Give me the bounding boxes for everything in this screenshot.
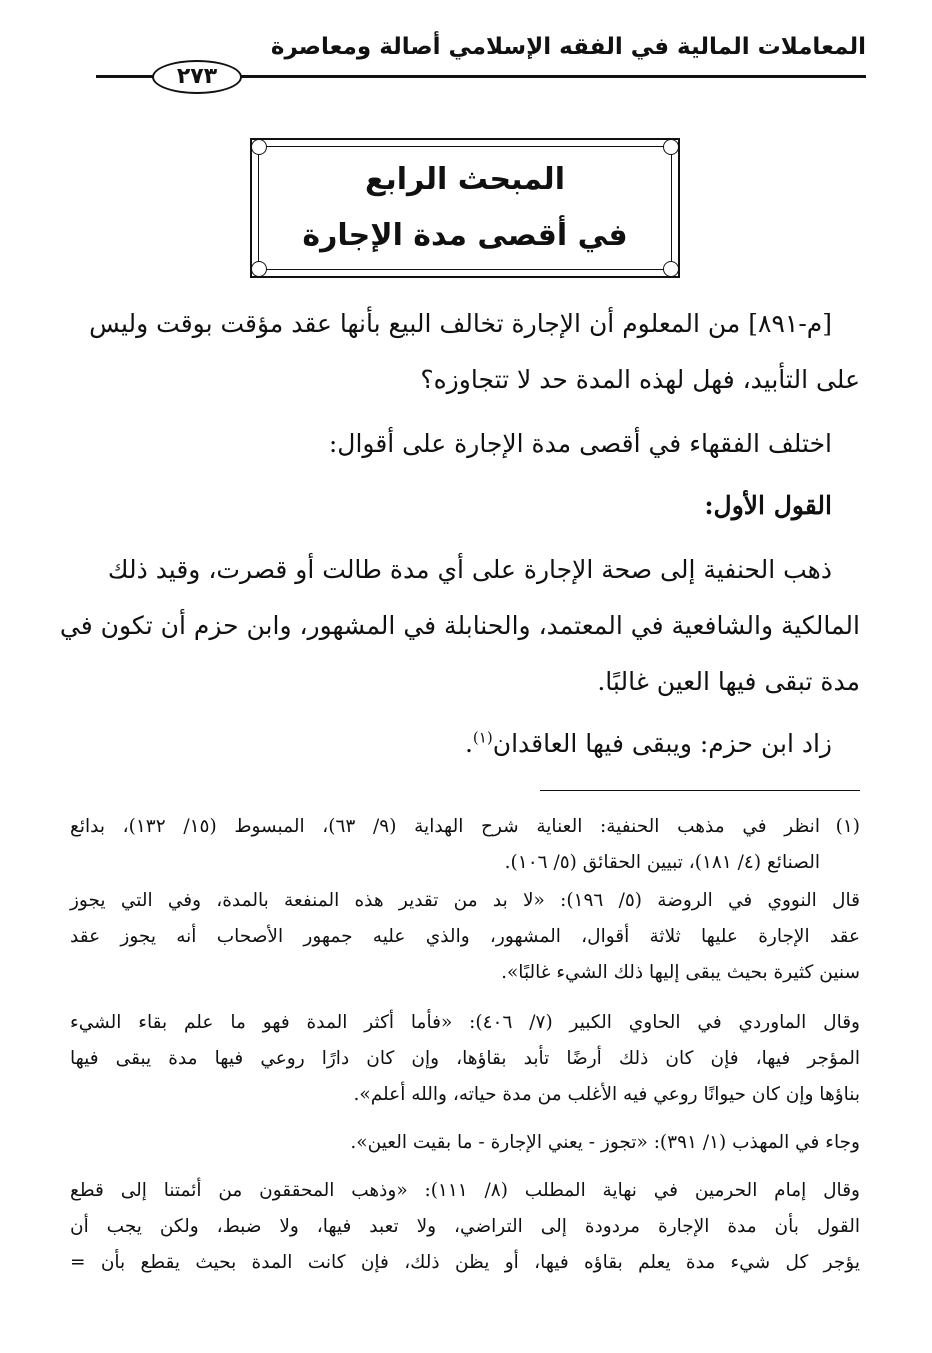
footnote-line: انظر في مذهب الحنفية: العناية شرح الهداية (٩/ ٦٣)، المبسوط (١٥/ ١٣٢)، بدائع <box>70 816 820 837</box>
footnote-line: سنين كثيرة بحيث يبقى إليها ذلك الشيء غالبًا». <box>501 962 860 983</box>
footnote-line: وجاء في المهذب (١/ ٣٩١): «تجوز - يعني الإجارة - ما بقيت العين». <box>350 1132 860 1153</box>
heading-first-opinion: القول الأول: <box>704 491 832 520</box>
paragraph-1-line-1: [م-٨٩١] من المعلوم أن الإجارة تخالف البيع بأنها عقد مؤقت بوقت وليس <box>89 309 832 338</box>
footnote-line: وقال إمام الحرمين في نهاية المطلب (٨/ ١١١): «وذهب المحققون من أئمتنا إلى قطع <box>70 1180 860 1201</box>
frame-corner-ornament <box>251 261 267 277</box>
paragraph-3-line-3: مدة تبقى فيها العين غالبًا. <box>597 667 860 696</box>
section-title-line-1: المبحث الرابع <box>365 162 565 197</box>
frame-corner-ornament <box>663 139 679 155</box>
footnote-marker: (١) <box>835 816 860 837</box>
frame-corner-ornament <box>663 261 679 277</box>
paragraph-4-end: . <box>464 729 473 758</box>
footnote-line: القول بأن مدة الإجارة مردودة إلى التراضي، ولا تعبد فيها، ولا ضبط، ولكن يجب أن <box>70 1216 860 1237</box>
paragraph-4 <box>70 716 832 772</box>
footnote-line: المؤجر فيها، فإن كان ذلك أرضًا تأبد بقاؤها، وإن كان دارًا روعي فيها مدة يبقى فيها <box>70 1048 860 1069</box>
section-title-line-2: في أقصى مدة الإجارة <box>302 218 628 253</box>
footnote-line: عقد الإجارة عليها ثلاثة أقوال، المشهور، والذي عليه جمهور الأصحاب أنه يجوز عقد <box>70 926 860 947</box>
footnote-line: بناؤها وإن كان حيوانًا روعي فيه الأغلب من مدة حياته، والله أعلم». <box>353 1084 860 1105</box>
footnote-line: قال النووي في الروضة (٥/ ١٩٦): «لا بد من تقدير هذه المنفعة بالمدة، وفي التي يجوز <box>70 890 860 911</box>
paragraph-4-text: زاد ابن حزم: ويبقى فيها العاقدان <box>492 729 832 758</box>
paragraph-3-line-1: ذهب الحنفية إلى صحة الإجارة على أي مدة طالت أو قصرت، وقيد ذلك <box>107 555 832 584</box>
page-number: ٢٧٣ <box>152 60 242 94</box>
paragraph-3-line-2: المالكية والشافعية في المعتمد، والحنابلة في المشهور، وابن حزم أن تكون في <box>59 611 860 640</box>
footnote-separator <box>540 790 860 791</box>
frame-corner-ornament <box>251 139 267 155</box>
footnote-line: يؤجر كل شيء مدة يعلم بقاؤه فيها، أو يظن ذلك، فإن كانت المدة بحيث يقطع بأن = <box>70 1252 860 1273</box>
paragraph-2: اختلف الفقهاء في أقصى مدة الإجارة على أقوال: <box>328 429 832 458</box>
section-title-frame <box>250 138 680 278</box>
running-header: المعاملات المالية في الفقه الإسلامي أصالة ومعاصرة <box>270 34 866 60</box>
footnote-line: الصنائع (٤/ ١٨١)، تبيين الحقائق (٥/ ١٠٦). <box>504 852 820 873</box>
paragraph-1-line-2: على التأبيد، فهل لهذه المدة حد لا تتجاوزه؟ <box>420 365 860 394</box>
footnote-line: وقال الماوردي في الحاوي الكبير (٧/ ٤٠٦): «فأما أكثر المدة فهو ما علم بقاء الشيء <box>70 1012 860 1033</box>
footnote-reference: (١) <box>472 728 493 747</box>
